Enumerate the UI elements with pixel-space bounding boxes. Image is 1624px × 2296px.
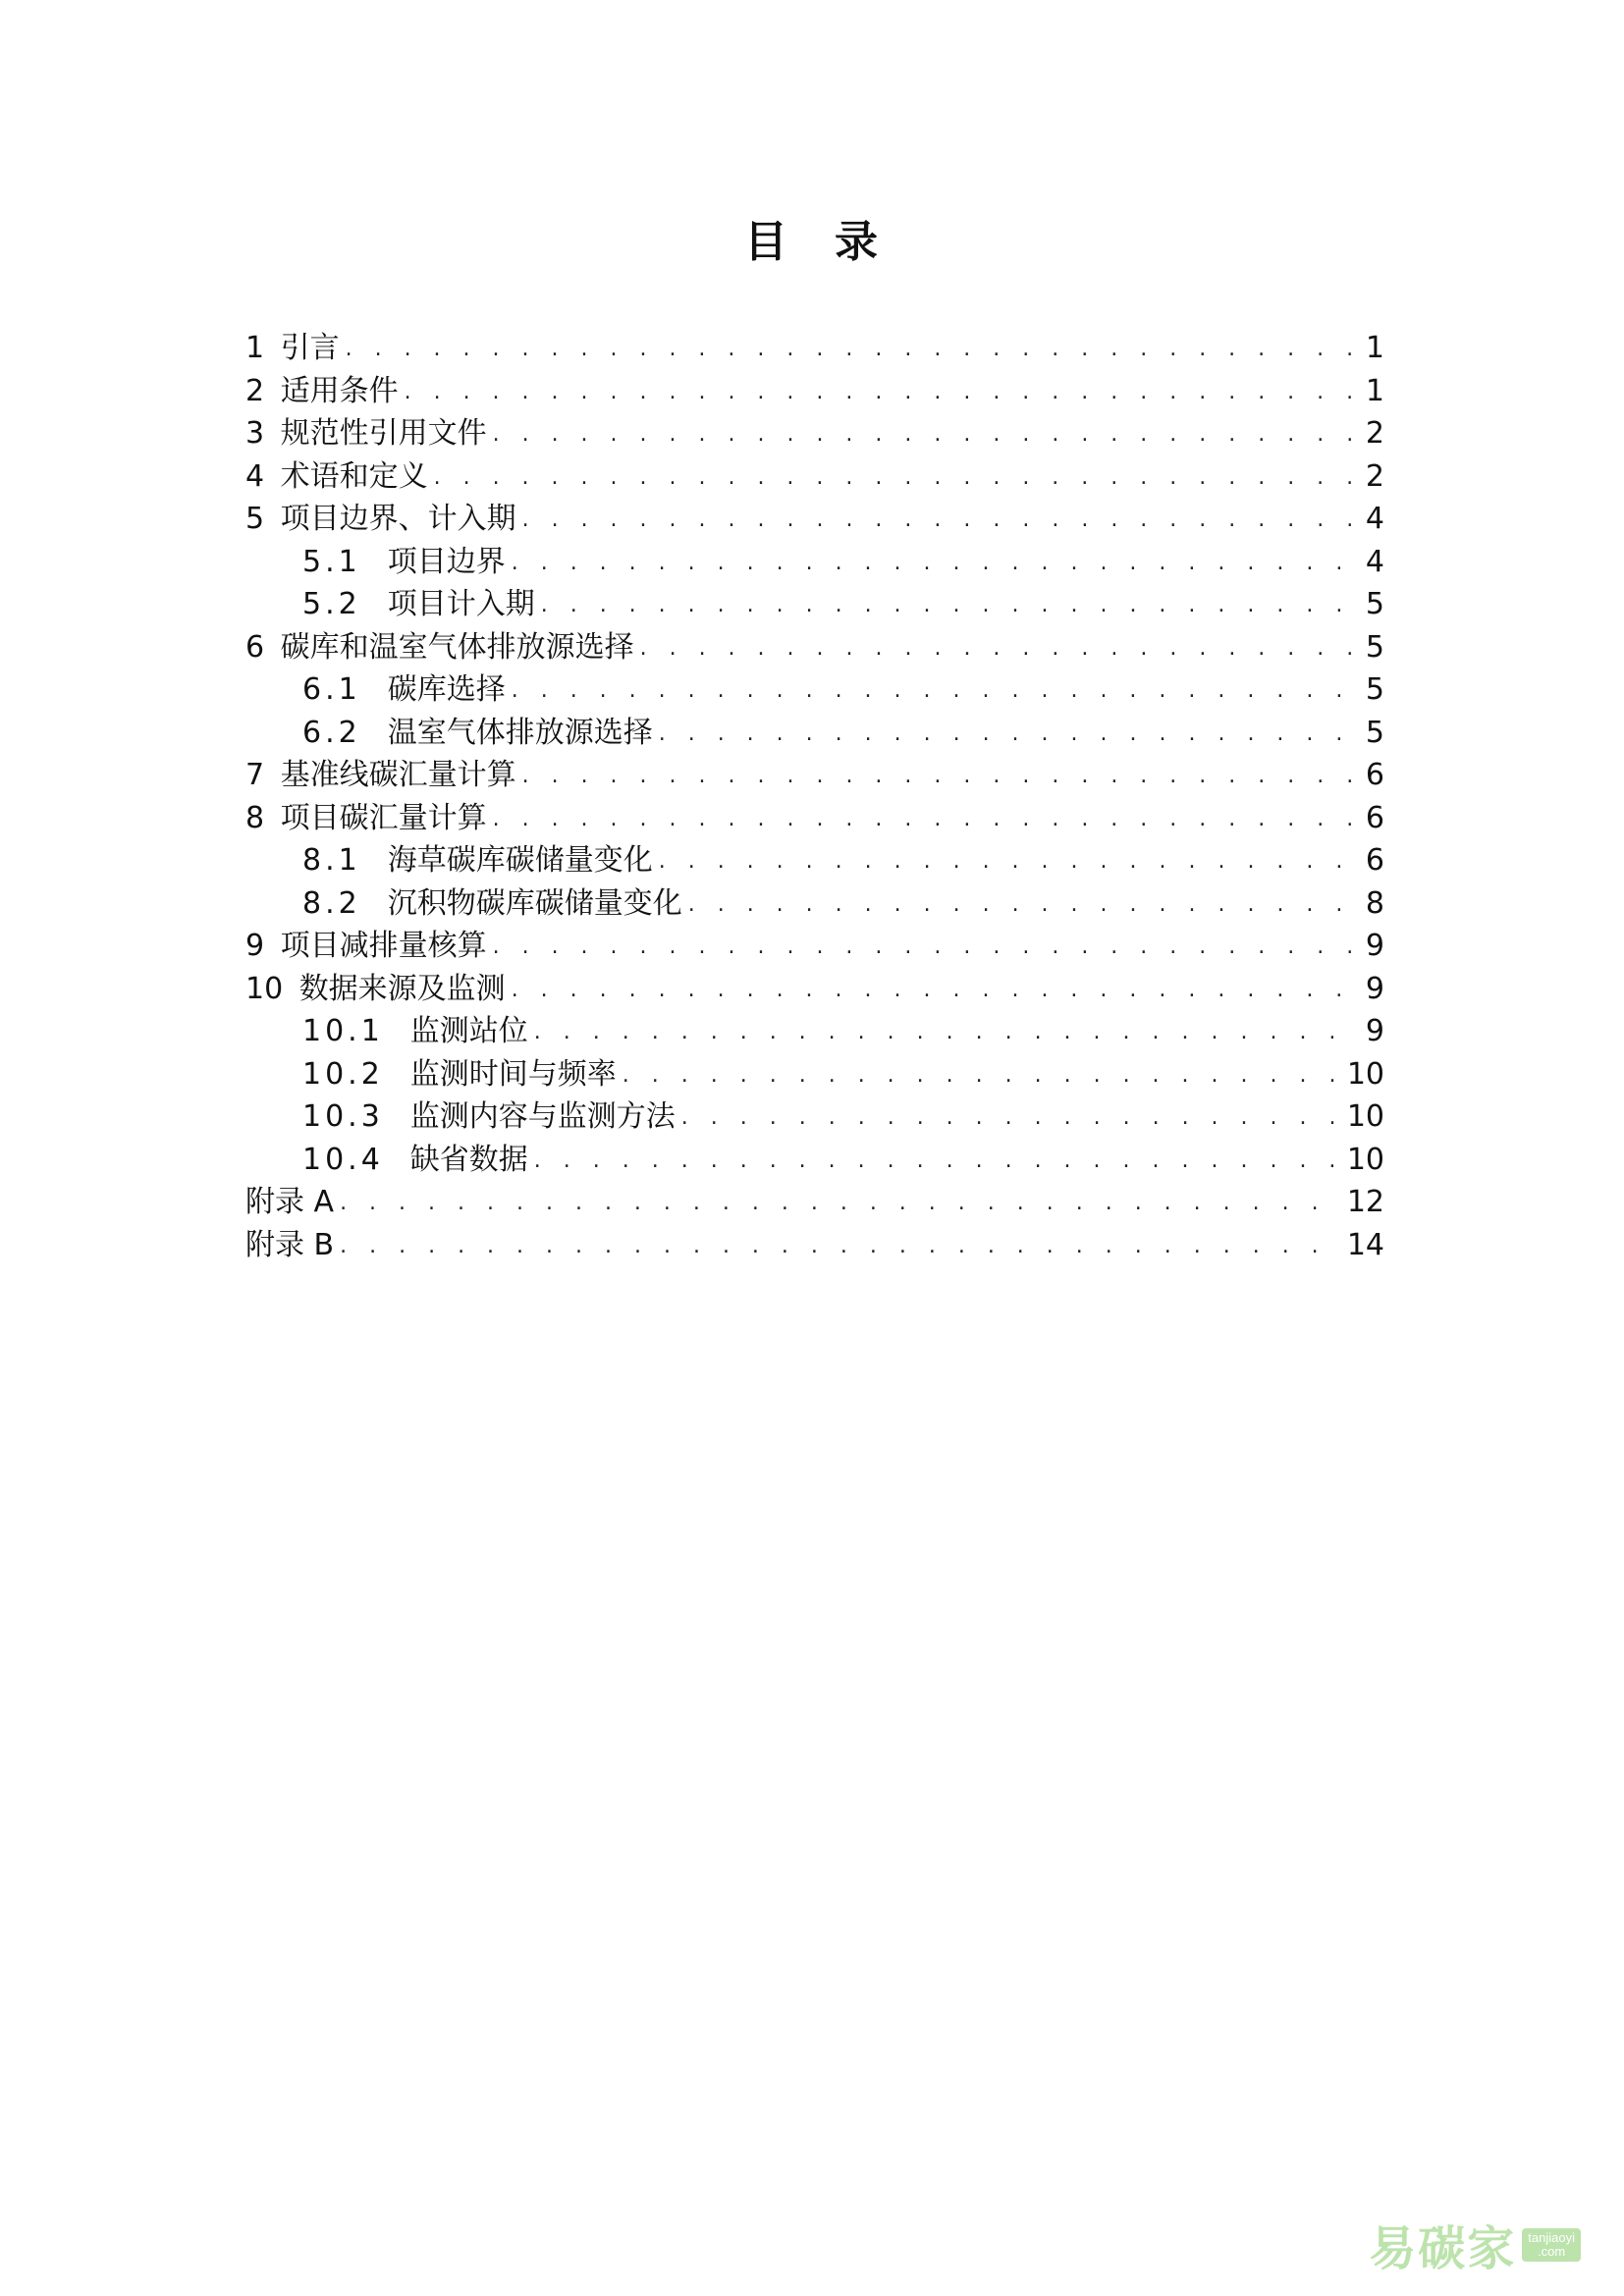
toc-entry[interactable] <box>245 925 1384 968</box>
dot-leader <box>688 883 1359 927</box>
toc-entry[interactable] <box>245 626 1384 669</box>
toc-entry-text: 碳库和温室气体排放源选择 <box>280 629 634 665</box>
toc-entry[interactable] <box>245 498 1384 541</box>
dot-leader <box>623 1054 1341 1097</box>
toc-entry-label <box>302 541 506 584</box>
toc-entry-page: 4 <box>1365 502 1384 536</box>
toc-entry-page: 9 <box>1365 971 1384 1006</box>
dot-leader <box>681 1096 1341 1140</box>
toc-entry-text: 温室气体排放源选择 <box>387 715 653 750</box>
toc-entry-page: 10 <box>1346 1056 1384 1092</box>
toc-subentry[interactable] <box>245 1095 1384 1139</box>
toc-entry-text: 附录 B <box>245 1227 335 1262</box>
toc-entry-text: 术语和定义 <box>280 458 428 494</box>
toc-entry-text: 沉积物碳库碳储量变化 <box>387 885 682 921</box>
toc-entry-appendix[interactable] <box>245 1224 1384 1267</box>
dot-leader <box>512 669 1359 713</box>
toc-entry[interactable] <box>245 754 1384 797</box>
toc-entry-text: 海草碳库碳储量变化 <box>387 843 653 878</box>
toc-subentry[interactable] <box>245 882 1384 926</box>
toc-entry-page: 8 <box>1365 885 1384 921</box>
toc-entry-text: 附录 A <box>245 1185 335 1219</box>
toc-entry-label <box>245 968 506 1011</box>
toc-entry-page: 6 <box>1365 758 1384 792</box>
toc-entry-label <box>245 455 428 499</box>
toc-entry-page: 1 <box>1365 331 1384 365</box>
toc-entry-number: 10 <box>245 971 284 1006</box>
toc-entry-page: 6 <box>1365 800 1384 835</box>
toc-entry-text: 基准线碳汇量计算 <box>280 758 516 792</box>
toc-subentry[interactable] <box>245 583 1384 626</box>
toc-entry[interactable] <box>245 370 1384 413</box>
toc-entry-page: 2 <box>1365 458 1384 494</box>
toc-entry-number: 10.2 <box>302 1056 384 1092</box>
dot-leader <box>434 456 1359 500</box>
toc-entry-number: 5.1 <box>302 544 361 579</box>
toc-entry-page: 5 <box>1365 587 1384 621</box>
toc-entry-text: 项目碳汇量计算 <box>280 800 487 835</box>
toc-entry-page: 9 <box>1365 1014 1384 1048</box>
dot-leader <box>534 1140 1341 1183</box>
toc-entry-page: 14 <box>1346 1227 1384 1262</box>
toc-entry-number: 6 <box>245 629 265 665</box>
toc-entry-page: 10 <box>1346 1142 1384 1177</box>
toc-entry-label <box>245 754 516 797</box>
toc-entry-label <box>302 1139 528 1182</box>
dot-leader <box>512 542 1359 585</box>
toc-entry-label <box>245 925 487 968</box>
toc-subentry[interactable] <box>245 839 1384 882</box>
toc-entry-text: 适用条件 <box>280 373 399 408</box>
toc-subentry[interactable] <box>245 712 1384 755</box>
page-title: 目 录 <box>744 217 880 267</box>
toc-entry-page: 5 <box>1365 629 1384 665</box>
toc-entry-label <box>245 1224 334 1267</box>
watermark-badge <box>1522 2228 1581 2262</box>
toc-entry-label <box>302 1095 676 1139</box>
toc-entry-label <box>302 1053 617 1096</box>
dot-leader <box>493 926 1359 969</box>
toc-entry-text: 监测站位 <box>409 1014 528 1048</box>
toc-subentry[interactable] <box>245 541 1384 584</box>
toc-entry-text: 监测内容与监测方法 <box>409 1099 676 1134</box>
toc-entry-page: 5 <box>1365 672 1384 707</box>
toc-entry-label <box>245 626 634 669</box>
toc-entry-number: 6.1 <box>302 672 361 707</box>
watermark-badge-top: tanjiaoyi <box>1528 2229 1575 2245</box>
toc-entry-number: 8.1 <box>302 843 361 878</box>
toc-subentry[interactable] <box>245 1139 1384 1182</box>
toc-entry-page: 10 <box>1346 1099 1384 1134</box>
toc-entry-number: 1 <box>245 331 265 365</box>
dot-leader <box>659 840 1359 883</box>
dot-leader <box>541 584 1359 627</box>
watermark-text: 易碳家 <box>1369 2221 1517 2276</box>
toc-entry[interactable] <box>245 455 1384 499</box>
toc-entry-text: 项目减排量核算 <box>280 929 487 963</box>
toc-entry-text: 引言 <box>280 331 340 365</box>
toc-entry-number: 2 <box>245 373 265 408</box>
toc-entry-number: 4 <box>245 458 265 494</box>
toc-entry-page: 12 <box>1346 1185 1384 1219</box>
toc-entry-page: 9 <box>1365 929 1384 963</box>
toc-entry-text: 监测时间与频率 <box>409 1056 617 1092</box>
toc-subentry[interactable] <box>245 1053 1384 1096</box>
toc-entry-label <box>302 839 653 882</box>
toc-entry-label <box>245 370 399 413</box>
toc-entry-number: 3 <box>245 416 265 451</box>
toc-entry-text: 项目计入期 <box>387 587 535 621</box>
toc-entry-number: 5.2 <box>302 587 361 621</box>
toc-entry-text: 规范性引用文件 <box>280 416 487 451</box>
toc-entry-appendix[interactable] <box>245 1181 1384 1224</box>
toc-entry-number: 9 <box>245 929 265 963</box>
toc-entry-text: 缺省数据 <box>409 1142 528 1177</box>
dot-leader <box>659 713 1359 756</box>
toc-entry-label <box>302 583 535 626</box>
dot-leader <box>346 328 1359 371</box>
toc-entry-number: 5 <box>245 502 265 536</box>
toc-entry-page: 6 <box>1365 843 1384 878</box>
dot-leader <box>534 1011 1359 1054</box>
dot-leader <box>340 1182 1341 1225</box>
toc-entry-label <box>245 412 487 455</box>
toc-entry[interactable] <box>245 797 1384 840</box>
toc-entry-number: 10.1 <box>302 1014 384 1048</box>
toc-entry-number: 6.2 <box>302 715 361 750</box>
toc-subentry[interactable] <box>245 1010 1384 1053</box>
toc-entry-text: 碳库选择 <box>387 672 506 707</box>
toc-entry-number: 10.4 <box>302 1142 384 1177</box>
toc-entry-label <box>302 668 506 712</box>
toc-entry[interactable] <box>245 327 1384 370</box>
toc-subentry[interactable] <box>245 668 1384 712</box>
toc-entry-page: 1 <box>1365 373 1384 408</box>
toc-entry-text: 项目边界、计入期 <box>280 502 516 536</box>
toc-entry-number: 10.3 <box>302 1099 384 1134</box>
toc-entry[interactable] <box>245 968 1384 1011</box>
toc-entry-label <box>245 498 516 541</box>
dot-leader <box>405 371 1359 414</box>
watermark-logo <box>1369 2211 1581 2278</box>
toc-entry-label <box>245 1181 334 1224</box>
toc-entry-number: 8.2 <box>302 885 361 921</box>
toc-entry-text: 项目边界 <box>387 544 506 579</box>
watermark-badge-bottom: .com <box>1538 2243 1566 2259</box>
toc-entry-label <box>302 1010 528 1053</box>
toc-entry-label <box>302 882 682 926</box>
toc-entry-number: 8 <box>245 800 265 835</box>
toc-entry-text: 数据来源及监测 <box>298 971 506 1006</box>
toc-entry-label <box>302 712 653 755</box>
dot-leader <box>522 755 1359 798</box>
table-of-contents <box>245 327 1384 1266</box>
toc-entry-page: 5 <box>1365 715 1384 750</box>
dot-leader <box>522 499 1359 542</box>
toc-entry-label <box>245 797 487 840</box>
toc-entry-label <box>245 327 340 370</box>
toc-entry-page: 2 <box>1365 416 1384 451</box>
toc-entry-page: 4 <box>1365 544 1384 579</box>
toc-entry[interactable] <box>245 412 1384 455</box>
dot-leader <box>640 627 1359 670</box>
toc-entry-number: 7 <box>245 758 265 792</box>
dot-leader <box>493 413 1359 456</box>
dot-leader <box>493 798 1359 841</box>
dot-leader <box>512 969 1359 1012</box>
dot-leader <box>340 1225 1341 1268</box>
